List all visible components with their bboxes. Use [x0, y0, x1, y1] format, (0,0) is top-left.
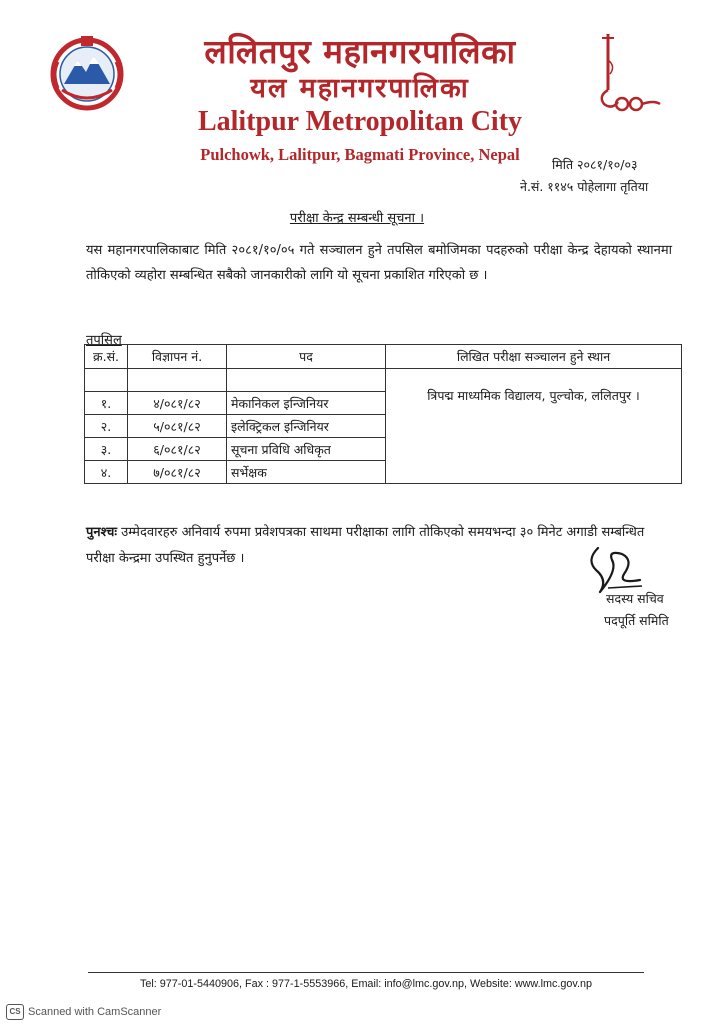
row-sn: ३.	[85, 438, 128, 461]
municipality-symbol-logo	[588, 30, 664, 114]
notice-body: यस महानगरपालिकाबाट मिति २०८१/१०/०५ गते सञ्चालन हुने तपसिल बमोजिमका पदहरुको परीक्षा केन्द्र देहायको स्थानमा तोकिएको व्यहोरा सम्बन्धित सबैको जानकारीको लागि यो सूचना प्रकाशित गरिएको छ ।	[86, 243, 672, 283]
watermark-text: Scanned with CamScanner	[28, 1006, 162, 1018]
org-name-nepali: ललितपुर महानगरपालिका	[204, 32, 516, 71]
tapsil-label: तपसिल	[86, 333, 122, 348]
row-adv-no: ५/०८१/८२	[128, 415, 227, 438]
notice-subject-text: परीक्षा केन्द्र सम्बन्धी सूचना ।	[289, 211, 425, 226]
header-adv-no: विज्ञापन नं.	[128, 345, 227, 369]
footer-contact: Tel: 977-01-5440906, Fax : 977-1-5553966, Email: info@lmc.gov.np, Website: www.lmc.gov.np	[139, 978, 593, 990]
header-post: पद	[227, 345, 386, 369]
camscanner-icon: CS	[6, 1004, 24, 1020]
row-adv-no: ७/०८१/८२	[128, 461, 227, 484]
row-post: मेकानिकल इन्जिनियर	[227, 392, 386, 415]
row-post: इलेक्ट्रिकल इन्जिनियर	[227, 415, 386, 438]
signatory-committee: पदपूर्ति समिति	[604, 613, 669, 628]
footnote-text: उम्मेदवारहरु अनिवार्य रुपमा प्रवेशपत्रका साथमा परीक्षाका लागि तोकिएको समयभन्दा ३० मिनेट अगाडी सम्बन्धित परीक्षा केन्द्रमा उपस्थित हुनुपर्नेछ ।	[86, 525, 645, 566]
org-address: Pulchowk, Lalitpur, Bagmati Province, Nepal	[200, 145, 520, 164]
footnote-label: पुनश्चः	[86, 525, 118, 540]
issue-date: मिति २०८१/१०/०३	[552, 157, 638, 172]
row-sn: १.	[85, 392, 128, 415]
org-name-english: Lalitpur Metropolitan City	[197, 106, 523, 137]
spacer-cell	[227, 369, 386, 392]
exam-center-table	[84, 344, 682, 484]
header-sn: क्र.सं.	[85, 345, 128, 369]
row-sn: ४.	[85, 461, 128, 484]
nepal-sambat-date: ने.सं. ११४५ पोहेलागा तृतिया	[520, 179, 649, 194]
signatory-title: सदस्य सचिव	[606, 591, 664, 606]
row-post: सर्भेक्षक	[227, 461, 386, 484]
table-spacer-row	[85, 369, 682, 392]
venue-cell: त्रिपद्म माध्यमिक विद्यालय, पुल्चोक, ललितपुर ।	[386, 369, 682, 484]
notice-subject	[0, 208, 714, 226]
row-adv-no: ६/०८१/८२	[128, 438, 227, 461]
nepal-emblem-logo	[48, 32, 126, 114]
row-adv-no: ४/०८१/८२	[128, 392, 227, 415]
org-name-newari: यल महानगरपालिका	[250, 73, 470, 104]
row-sn: २.	[85, 415, 128, 438]
spacer-cell	[85, 369, 128, 392]
table-header-row	[85, 345, 682, 369]
spacer-cell	[128, 369, 227, 392]
scanner-watermark	[6, 1004, 161, 1020]
footer-divider	[88, 972, 644, 973]
header-venue: लिखित परीक्षा सञ्चालन हुने स्थान	[386, 345, 682, 369]
row-post: सूचना प्रविधि अधिकृत	[227, 438, 386, 461]
